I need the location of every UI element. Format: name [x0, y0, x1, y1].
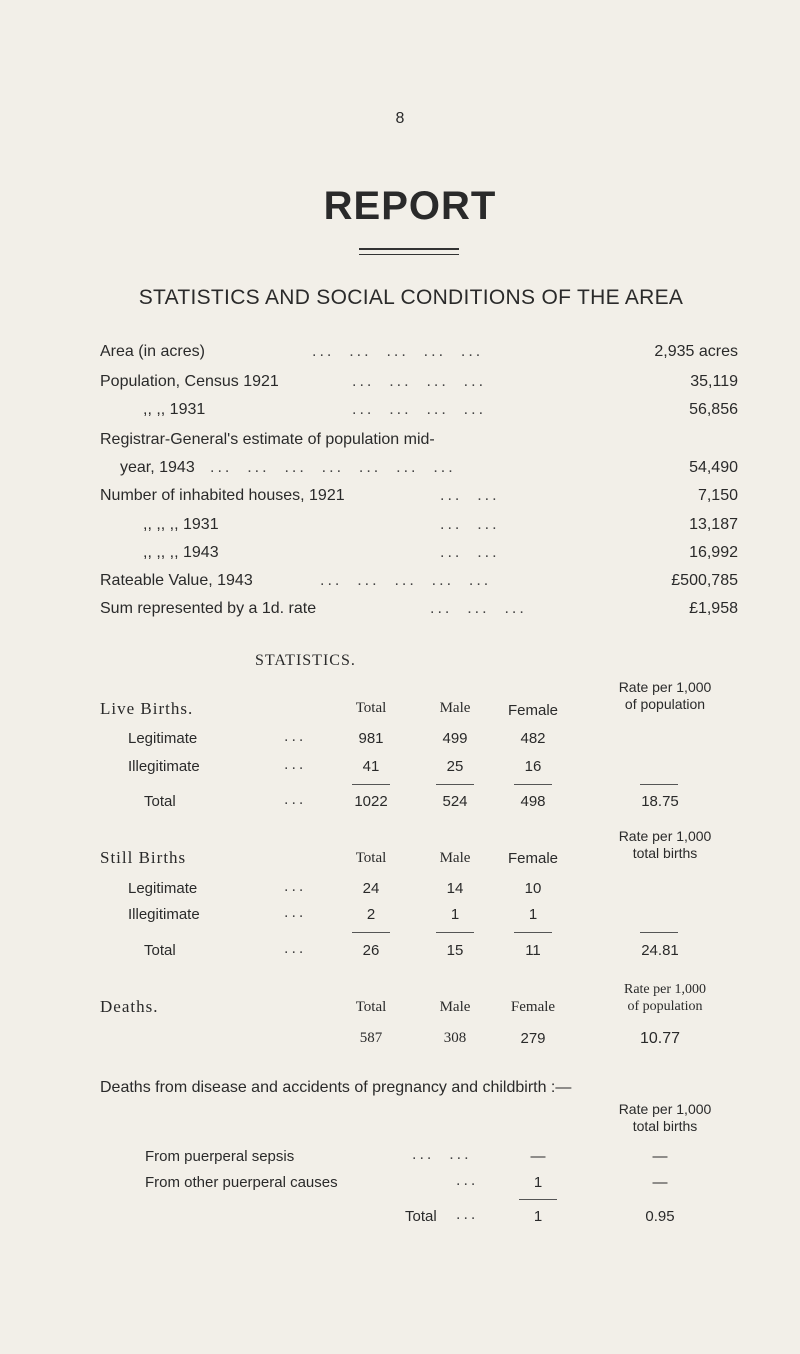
leader-dots: ... ...	[412, 1146, 472, 1163]
leader-dots: ...	[284, 878, 307, 895]
cell-male: 25	[446, 758, 464, 775]
stat-value: £500,785	[671, 572, 738, 589]
stat-value: 35,119	[690, 373, 738, 390]
col-header-female: Female	[510, 999, 556, 1015]
leader-dots: ... ... ... ...	[352, 401, 487, 418]
leader-dots: ... ... ... ... ...	[312, 343, 484, 360]
total-label: Total	[144, 942, 176, 959]
section-heading: STATISTICS AND SOCIAL CONDITIONS OF THE AREA	[138, 286, 684, 309]
title-rule-thick	[359, 248, 459, 250]
deaths-title: Deaths.	[100, 997, 159, 1016]
rate-header	[590, 679, 740, 713]
cell-male: 524	[442, 793, 468, 810]
rate-header-line2: of population	[624, 696, 706, 712]
sum-rule	[352, 932, 390, 933]
sum-rule	[514, 932, 552, 933]
col-header-male: Male	[439, 850, 471, 866]
col-header-total: Total	[355, 999, 387, 1015]
leader-dots: ...	[456, 1206, 479, 1223]
stat-label: ,, ,, 1931	[143, 401, 206, 418]
rate-header	[590, 828, 740, 862]
cell-female: 279	[520, 1030, 546, 1047]
cell-total: 26	[362, 942, 380, 959]
leader-dots: ... ... ... ... ...	[320, 572, 492, 589]
cell-female: 10	[524, 880, 542, 897]
rate-header-line1: Rate per 1,000	[618, 828, 712, 844]
cell-total: 1022	[354, 793, 388, 810]
col-header-female: Female	[507, 702, 559, 719]
leader-dots: ...	[456, 1172, 479, 1189]
row-label: From other puerperal causes	[145, 1174, 338, 1191]
stat-value: 54,490	[689, 459, 738, 476]
rate-header	[590, 1101, 740, 1135]
cell-rate: —	[652, 1174, 668, 1191]
cell-total: 2	[366, 906, 376, 923]
col-header-total: Total	[355, 850, 387, 866]
stat-label: ,, ,, ,, 1943	[143, 544, 219, 561]
cell-female: 482	[520, 730, 546, 747]
row-label: From puerperal sepsis	[145, 1148, 295, 1165]
cell-total: 981	[358, 730, 384, 747]
cell-rate: —	[652, 1148, 668, 1165]
row-label: Illegitimate	[128, 758, 200, 775]
cell-female: 1	[528, 906, 538, 923]
report-title: REPORT	[323, 184, 497, 228]
leader-dots: ... ... ...	[430, 600, 527, 617]
statistics-heading: STATISTICS.	[255, 652, 356, 669]
leader-dots: ... ...	[440, 487, 500, 504]
stat-label: ,, ,, ,, 1931	[143, 516, 219, 533]
rate-header	[590, 981, 740, 1015]
sum-rule	[640, 932, 678, 933]
sum-rule	[514, 784, 552, 785]
live-births-title: Live Births.	[100, 699, 194, 718]
stat-value: 16,992	[689, 544, 738, 561]
cell-total: 24	[362, 880, 380, 897]
leader-dots: ...	[284, 756, 307, 773]
col-header-male: Male	[439, 999, 471, 1015]
rate-header-line1: Rate per 1,000	[618, 1101, 712, 1117]
cell-count: —	[530, 1148, 546, 1165]
stat-value: 2,935 acres	[654, 343, 738, 360]
leader-dots: ... ...	[440, 516, 500, 533]
col-header-male: Male	[439, 700, 471, 716]
total-label: Total	[405, 1208, 437, 1225]
sum-rule	[352, 784, 390, 785]
cell-male: 15	[446, 942, 464, 959]
cell-male: 308	[443, 1030, 467, 1046]
sum-rule	[436, 784, 474, 785]
row-label: Illegitimate	[128, 906, 200, 923]
stat-value: £1,958	[689, 600, 738, 617]
total-label: Total	[144, 793, 176, 810]
cell-male: 1	[450, 906, 460, 923]
col-header-female: Female	[507, 850, 559, 867]
row-label: Legitimate	[128, 730, 198, 747]
cell-female: 16	[524, 758, 542, 775]
cell-female: 498	[520, 793, 546, 810]
rate-header-line2: total births	[632, 1118, 698, 1134]
stat-label: Registrar-General's estimate of population mid-	[100, 431, 435, 448]
cell-rate: 24.81	[641, 942, 679, 959]
stat-label: Sum represented by a 1d. rate	[100, 600, 317, 617]
rate-header-line2: total births	[632, 845, 698, 861]
cell-total: 587	[359, 1030, 383, 1046]
cell-female: 11	[525, 942, 541, 959]
leader-dots: ...	[284, 728, 307, 745]
sum-rule	[436, 932, 474, 933]
page-number: 8	[395, 110, 405, 127]
cell-rate: 10.77	[639, 1030, 681, 1047]
rate-header-line1: Rate per 1,000	[618, 679, 712, 695]
stat-label: Rateable Value, 1943	[100, 572, 253, 589]
row-label: Legitimate	[128, 880, 198, 897]
stat-value: 13,187	[689, 516, 738, 533]
maternal-intro: Deaths from disease and accidents of pregnancy and childbirth :—	[100, 1079, 572, 1096]
cell-count: 1	[533, 1174, 543, 1191]
leader-dots: ... ... ... ...	[352, 373, 487, 390]
col-header-total: Total	[355, 700, 387, 716]
leader-dots: ... ...	[440, 544, 500, 561]
leader-dots: ...	[284, 940, 307, 957]
leader-dots: ...	[284, 904, 307, 921]
cell-rate: 0.95	[645, 1208, 675, 1225]
sum-rule	[519, 1199, 557, 1200]
cell-total: 41	[362, 758, 380, 775]
title-rule-thin	[359, 254, 459, 255]
stat-value: 56,856	[689, 401, 738, 418]
stat-label: Number of inhabited houses, 1921	[100, 487, 345, 504]
stat-label: Area (in acres)	[100, 343, 205, 360]
cell-male: 499	[442, 730, 468, 747]
still-births-title: Still Births	[100, 848, 187, 867]
leader-dots: ...	[284, 791, 307, 808]
stat-value: 7,150	[697, 487, 738, 504]
rate-header-line2: of population	[627, 999, 703, 1014]
stat-label: year, 1943	[120, 459, 195, 476]
cell-count: 1	[533, 1208, 543, 1225]
rate-header-line1: Rate per 1,000	[623, 982, 707, 997]
stat-label: Population, Census 1921	[100, 373, 279, 390]
cell-rate: 18.75	[641, 793, 679, 810]
cell-male: 14	[446, 880, 464, 897]
leader-dots: ... ... ... ... ... ... ...	[210, 459, 456, 476]
sum-rule	[640, 784, 678, 785]
